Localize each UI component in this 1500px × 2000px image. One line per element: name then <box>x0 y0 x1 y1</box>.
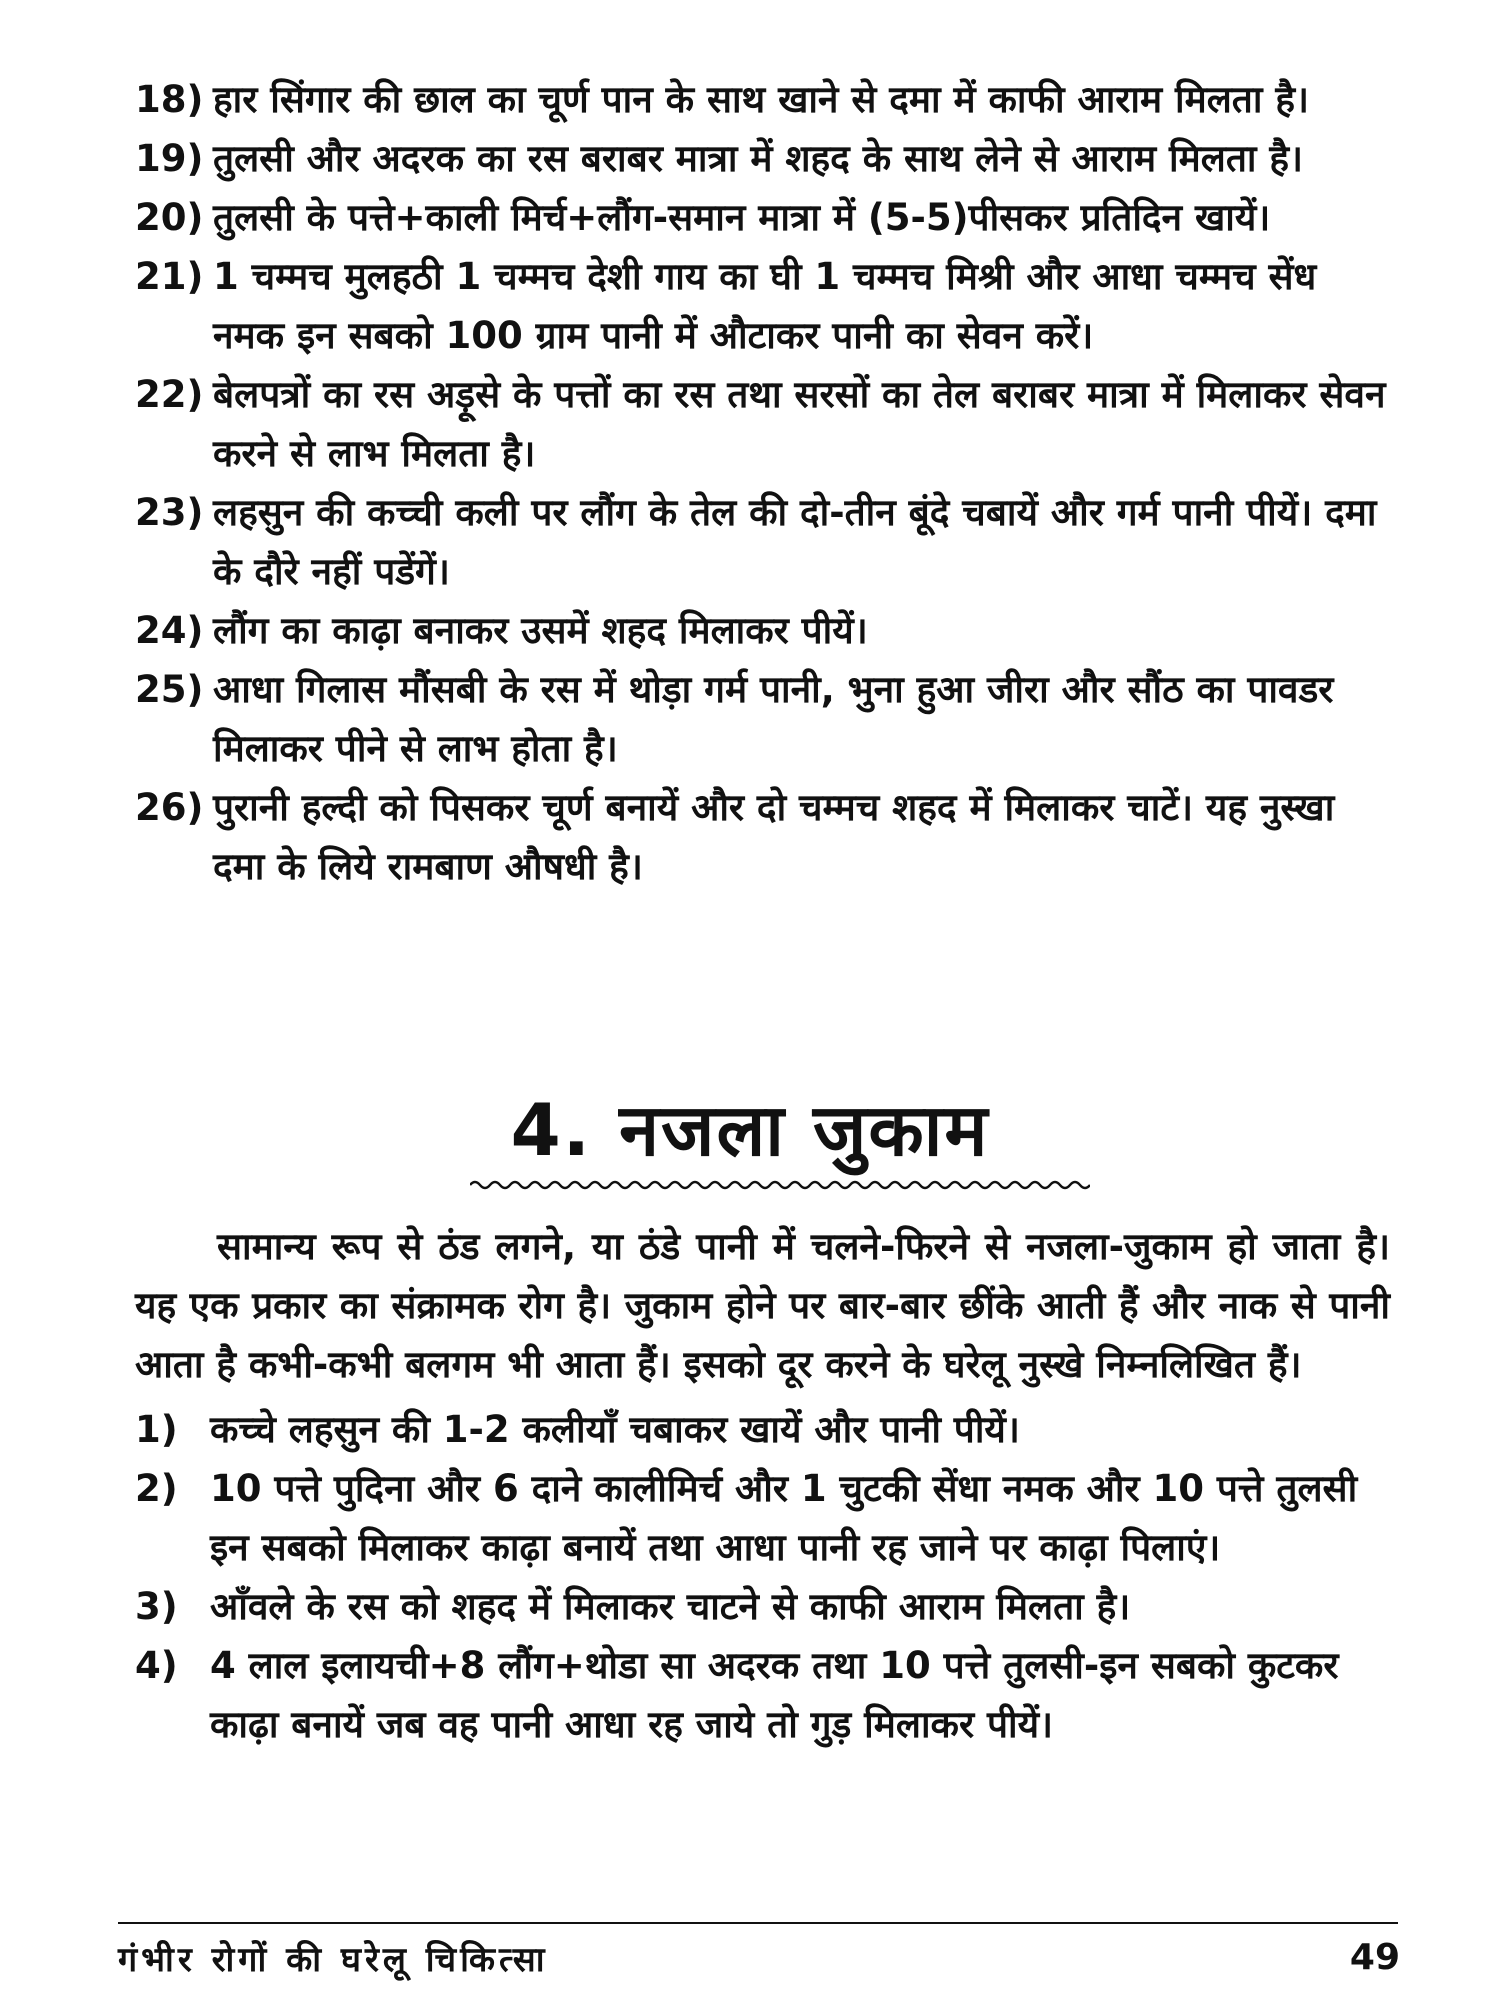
item-text: पुरानी हल्दी को पिसकर चूर्ण बनायें और दो चम्मच शहद में मिलाकर चाटें। यह नुस्खा दमा के लिये रामबाण औषधी है। <box>213 786 1335 888</box>
item-text: आधा गिलास मौंसबी के रस में थोड़ा गर्म पानी, भुना हुआ जीरा और सौंठ का पावडर मिलाकर पीने से लाभ होता है। <box>213 668 1334 770</box>
item-text: लहसुन की कच्ची कली पर लौंग के तेल की दो-तीन बूंदे चबायें और गर्म पानी पीयें। दमा के दौरे नहीं पडेंगें। <box>213 491 1377 593</box>
item-number: 3) <box>135 1585 178 1628</box>
item-number: 20) <box>135 196 204 239</box>
item-number: 25) <box>135 668 204 711</box>
item-number: 19) <box>135 137 204 180</box>
list-item <box>0 129 1500 188</box>
item-text: आँवले के रस को शहद में मिलाकर चाटने से काफी आराम मिलता है। <box>210 1585 1131 1628</box>
list-item <box>0 188 1500 247</box>
item-text: लौंग का काढ़ा बनाकर उसमें शहद मिलाकर पीयें। <box>213 609 868 652</box>
item-text: तुलसी के पत्ते+काली मिर्च+लौंग-समान मात्रा में (5-5)पीसकर प्रतिदिन खायें। <box>213 196 1271 239</box>
item-text: 4 लाल इलायची+8 लौंग+थोडा सा अदरक तथा 10 पत्ते तुलसी-इन सबको कुटकर काढ़ा बनायें जब वह पानी आधा रह जाये तो गुड़ मिलाकर पीयें। <box>210 1644 1339 1746</box>
item-number: 24) <box>135 609 204 652</box>
cold-remedies-list <box>0 1400 1500 1754</box>
item-text: 1 चम्मच मुलहठी 1 चम्मच देशी गाय का घी 1 चम्मच मिश्री और आधा चम्मच सेंध नमक इन सबको 100 ग्राम पानी में औटाकर पानी का सेवन करें। <box>213 255 1317 357</box>
section-intro-paragraph: सामान्य रूप से ठंड लगने, या ठंडे पानी में चलने-फिरने से नजला-जुकाम हो जाता है। यह एक प्रकार का संक्रामक रोग है। जुकाम होने पर बार-बार छींके आती हैं और नाक से पानी आता है कभी-कभी बलगम भी आता हैं। इसको दूर करने के घरेलू नुस्खे निम्नलिखित हैं। <box>135 1225 1390 1386</box>
footer-book-title: गंभीर रोगों की घरेलू चिकित्सा <box>118 1940 549 1980</box>
list-item <box>0 1577 1500 1636</box>
item-number: 21) <box>135 255 204 298</box>
section-heading: 4. नजला जुकाम <box>510 1088 990 1172</box>
list-item <box>0 660 1500 778</box>
item-text: कच्चे लहसुन की 1-2 कलीयाँ चबाकर खायें और पानी पीयें। <box>210 1408 1020 1451</box>
item-number: 18) <box>135 78 204 121</box>
item-text: तुलसी और अदरक का रस बराबर मात्रा में शहद के साथ लेने से आराम मिलता है। <box>213 137 1304 180</box>
list-item <box>0 601 1500 660</box>
item-text: बेलपत्रों का रस अड़ूसे के पत्तों का रस तथा सरसों का तेल बराबर मात्रा में मिलाकर सेवन करने से लाभ मिलता है। <box>213 373 1386 475</box>
list-item <box>0 1459 1500 1577</box>
item-number: 26) <box>135 786 204 829</box>
list-item <box>0 365 1500 483</box>
list-item <box>0 247 1500 365</box>
list-item <box>0 1636 1500 1754</box>
footer-divider <box>118 1922 1398 1924</box>
heading-underline-decoration <box>470 1178 1090 1192</box>
list-item <box>0 70 1500 129</box>
item-number: 4) <box>135 1644 178 1687</box>
item-text: 10 पत्ते पुदिना और 6 दाने कालीमिर्च और 1 चुटकी सेंधा नमक और 10 पत्ते तुलसी इन सबको मिलाकर काढ़ा बनायें तथा आधा पानी रह जाने पर काढ़ा पिलाएं। <box>210 1467 1358 1569</box>
page-number: 49 <box>1349 1937 1400 1978</box>
item-number: 22) <box>135 373 204 416</box>
item-number: 23) <box>135 491 204 534</box>
list-item <box>0 778 1500 896</box>
item-number: 2) <box>135 1467 178 1510</box>
item-text: हार सिंगार की छाल का चूर्ण पान के साथ खाने से दमा में काफी आराम मिलता है। <box>213 78 1310 121</box>
asthma-remedies-list <box>0 70 1500 896</box>
list-item <box>0 483 1500 601</box>
list-item <box>0 1400 1500 1459</box>
item-number: 1) <box>135 1408 178 1451</box>
